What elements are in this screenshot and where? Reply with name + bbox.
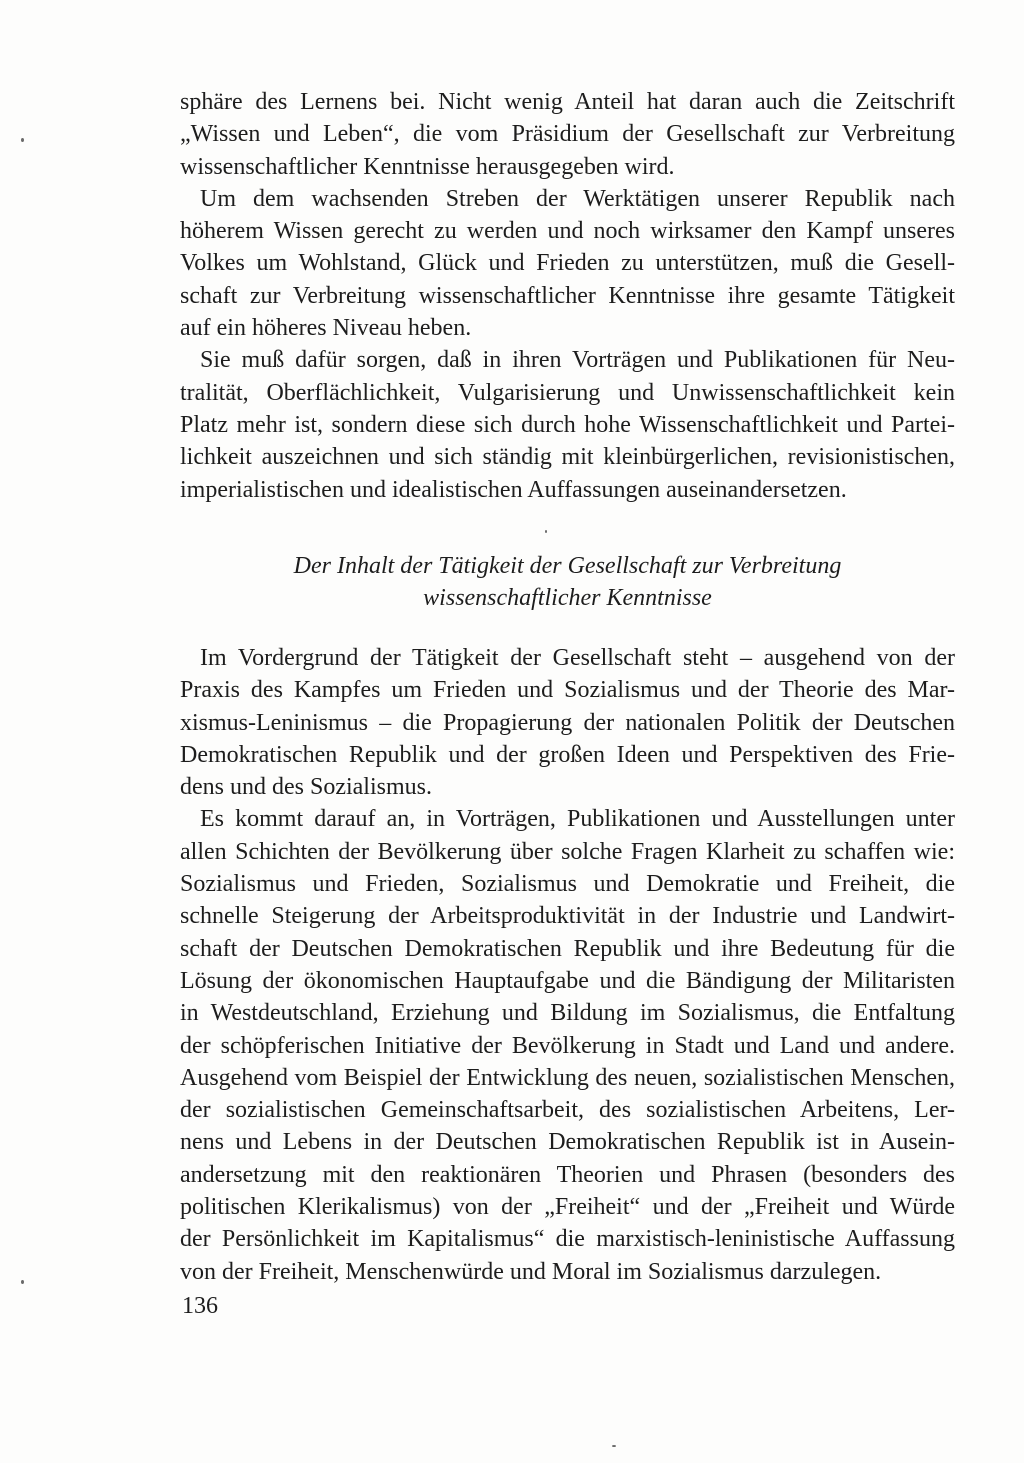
scan-speck xyxy=(21,1280,24,1284)
text-line: Praxis des Kampfes um Frieden und Sozialismus und der Theorie des Mar- xyxy=(180,677,955,704)
text-line: dens und des Sozialismus. xyxy=(180,774,432,801)
text-line: wissenschaftlicher Kenntnisse herausgegeben wird. xyxy=(180,153,675,180)
text-line: Im Vordergrund der Tätigkeit der Gesellschaft steht – ausgehend von der xyxy=(200,645,955,671)
heading-line: Der Inhalt der Tätigkeit der Gesellschaft zur Verbreitung xyxy=(293,553,842,579)
text-line: nens und Lebens in der Deutschen Demokratischen Republik ist in Ausein- xyxy=(180,1129,955,1156)
text-line: der sozialistischen Gemeinschaftsarbeit, des sozialistischen Arbeitens, Ler- xyxy=(180,1097,955,1124)
text-line: in Westdeutschland, Erziehung und Bildung im Sozialismus, die Entfaltung xyxy=(180,1000,955,1027)
text-line: Volkes um Wohlstand, Glück und Frieden zu unterstützen, muß die Gesell- xyxy=(180,250,955,277)
text-line: imperialistischen und idealistischen Auffassungen auseinandersetzen. xyxy=(180,476,847,503)
section-heading xyxy=(180,550,955,614)
text-line: xismus-Leninismus – die Propagierung der nationalen Politik der Deutschen xyxy=(180,709,955,736)
text-line: schnelle Steigerung der Arbeitsproduktivität in der Industrie und Landwirt- xyxy=(180,903,955,930)
text-line: der Persönlichkeit im Kapitalismus“ die marxistisch-leninistische Auffassung xyxy=(180,1226,955,1253)
text-line: schaft zur Verbreitung wissenschaftlicher Kenntnisse ihre gesamte Tätigkeit xyxy=(180,282,955,309)
text-block-top xyxy=(180,86,955,506)
text-line: tralität, Oberflächlichkeit, Vulgarisierung und Unwissenschaftlichkeit kein xyxy=(180,379,955,406)
heading-line: wissenschaftlicher Kenntnisse xyxy=(423,585,712,611)
text-line: von der Freiheit, Menschenwürde und Moral im Sozialismus darzulegen. xyxy=(180,1258,882,1285)
text-line: politischen Klerikalismus) von der „Freiheit“ und der „Freiheit und Würde xyxy=(180,1194,955,1221)
text-line: andersetzung mit den reaktionären Theorien und Phrasen (besonders des xyxy=(180,1161,955,1188)
page-number: 136 xyxy=(182,1293,218,1319)
text-line: Um dem wachsenden Streben der Werktätigen unserer Republik nach xyxy=(200,185,955,212)
text-line: der schöpferischen Initiative der Bevölkerung in Stadt und Land und andere. xyxy=(180,1032,955,1059)
text-line: Sozialismus und Frieden, Sozialismus und Demokratie und Freiheit, die xyxy=(180,871,955,898)
text-line: Platz mehr ist, sondern diese sich durch hohe Wissenschaftlichkeit und Partei- xyxy=(180,411,955,438)
text-line: höherem Wissen gerecht zu werden und noch wirksamer den Kampf unseres xyxy=(180,218,955,245)
text-line: „Wissen und Leben“, die vom Präsidium der Gesellschaft zur Verbreitung xyxy=(180,121,955,148)
text-line: schaft der Deutschen Demokratischen Republik und ihre Bedeutung für die xyxy=(180,935,955,962)
text-line: auf ein höheres Niveau heben. xyxy=(180,315,472,342)
text-line: allen Schichten der Bevölkerung über solche Fragen Klarheit zu schaffen wie: xyxy=(180,838,955,865)
text-line: lichkeit auszeichnen und sich ständig mit kleinbürgerlichen, revisionistischen, xyxy=(180,444,955,471)
scan-speck xyxy=(545,530,547,533)
text-line: Sie muß dafür sorgen, daß in ihren Vorträgen und Publikationen für Neu- xyxy=(200,347,955,374)
scan-speck xyxy=(612,1445,616,1447)
text-line: Demokratischen Republik und der großen Ideen und Perspektiven des Frie- xyxy=(180,741,955,768)
scan-speck xyxy=(21,138,24,142)
text-line: Es kommt darauf an, in Vorträgen, Publikationen und Ausstellungen unter xyxy=(200,806,955,833)
text-block-bottom xyxy=(180,642,955,1288)
text-line: sphäre des Lernens bei. Nicht wenig Anteil hat daran auch die Zeitschrift xyxy=(180,89,955,115)
text-line: Lösung der ökonomischen Hauptaufgabe und die Bändigung der Militaristen xyxy=(180,967,955,994)
text-line: Ausgehend vom Beispiel der Entwicklung des neuen, sozialistischen Menschen, xyxy=(180,1064,955,1091)
